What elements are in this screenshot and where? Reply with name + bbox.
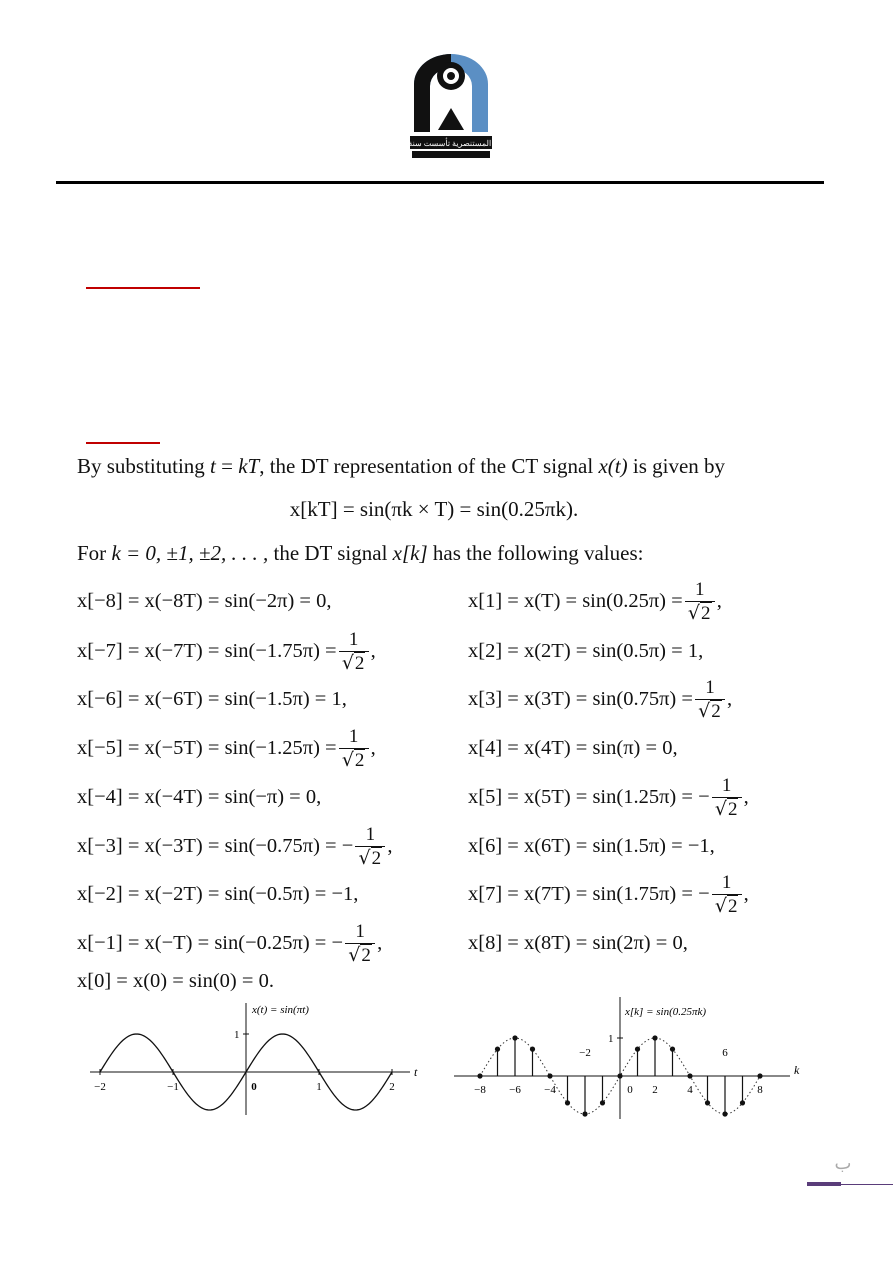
stem-point — [635, 1047, 640, 1052]
intro-xt: x(t) — [598, 454, 628, 478]
frac-den: √2 — [714, 797, 738, 820]
eq-text: x[−7] = x(−7T) = sin(−1.75π) = — [77, 640, 337, 662]
x-tick-label: −1 — [167, 1081, 179, 1093]
equation-left-5 — [77, 823, 392, 869]
equation-right-4 — [468, 774, 749, 820]
fraction — [712, 776, 742, 819]
eq-text: x[2] = x(2T) = sin(0.5π) = 1, — [468, 640, 704, 662]
x-tick-label: −8 — [474, 1084, 486, 1096]
x-tick-label: −6 — [509, 1084, 521, 1096]
frac-den: √2 — [358, 846, 382, 869]
equation-right-6 — [468, 871, 749, 917]
eq-tail: , — [743, 786, 749, 808]
x-tick-label: −2 — [94, 1081, 106, 1093]
eq-text: x[−6] = x(−6T) = sin(−1.5π) = 1, — [77, 688, 347, 710]
logo-emblem-icon — [384, 52, 518, 160]
page-mark-text: ب — [834, 1153, 852, 1173]
x-tick-label: 2 — [652, 1084, 658, 1096]
stem-point — [670, 1047, 675, 1052]
equation-left-3 — [77, 725, 376, 771]
stem-point — [617, 1073, 622, 1078]
eq-tail: , — [370, 737, 376, 759]
for-line — [77, 541, 643, 566]
fraction — [339, 727, 369, 770]
for-text-1: For — [77, 541, 112, 565]
for-kvals: k = 0, ±1, ±2, . . . , — [111, 541, 269, 565]
frac-den-arg: 2 — [371, 847, 382, 869]
y-tick-label: 1 — [234, 1029, 240, 1041]
frac-den: √2 — [698, 699, 721, 722]
ct-signal-plot — [80, 995, 420, 1125]
eq-tail: , — [370, 640, 376, 662]
fraction — [685, 580, 715, 623]
x-tick-label: 2 — [389, 1081, 395, 1093]
equation-left-7 — [77, 920, 382, 966]
frac-num: 1 — [694, 578, 705, 600]
equation-left-1 — [77, 628, 376, 674]
eq-text: x[−4] = x(−4T) = sin(−π) = 0, — [77, 786, 322, 808]
x-tick-label: 0 — [627, 1084, 633, 1096]
dt-signal-chart — [450, 995, 810, 1125]
for-xk: x[k] — [392, 541, 428, 565]
stem-point — [722, 1111, 727, 1116]
equation-x0: x[0] = x(0) = sin(0) = 0. — [77, 970, 274, 992]
eq-tail: , — [377, 932, 383, 954]
frac-den-arg: 2 — [354, 652, 365, 674]
intro-paragraph — [77, 454, 725, 479]
frac-num: 1 — [355, 920, 365, 942]
stem-point — [530, 1047, 535, 1052]
red-underline-1 — [86, 287, 200, 289]
eq-text: x[−2] = x(−2T) = sin(−0.5π) = −1, — [77, 883, 359, 905]
stem-point — [512, 1035, 517, 1040]
intro-eq-sign: = — [215, 454, 239, 478]
x-tick-label: 6 — [722, 1047, 728, 1059]
equation-right-2 — [468, 676, 732, 722]
eq-text: x[4] = x(4T) = sin(π) = 0, — [468, 737, 678, 759]
page-number-icon — [828, 1152, 858, 1174]
frac-num: 1 — [705, 676, 715, 698]
footer-line — [841, 1184, 893, 1185]
university-logo — [384, 52, 518, 160]
intro-text-1: By substituting — [77, 454, 211, 478]
x-axis-label: k — [794, 1063, 800, 1077]
eq-text: x[1] = x(T) = sin(0.25π) = — [468, 590, 683, 612]
eq-tail: , — [716, 590, 722, 612]
eq-text: x[−1] = x(−T) = sin(−0.25π) = − — [77, 932, 344, 954]
eq-text: x[8] = x(8T) = sin(2π) = 0, — [468, 932, 688, 954]
stem-point — [477, 1073, 482, 1078]
frac-den-arg: 2 — [361, 944, 371, 966]
header-rule — [56, 181, 824, 184]
equation-right-3 — [468, 725, 678, 771]
stem-point — [687, 1073, 692, 1078]
eq-text: x[−8] = x(−8T) = sin(−2π) = 0, — [77, 590, 332, 612]
frac-den-arg: 2 — [727, 895, 738, 917]
fraction — [339, 630, 369, 673]
equation-right-7 — [468, 920, 688, 966]
stem-point — [600, 1100, 605, 1105]
frac-num: 1 — [721, 774, 732, 796]
chart-title: x[k] = sin(0.25πk) — [625, 1006, 707, 1018]
equation-right-1 — [468, 628, 703, 674]
y-tick-label: 1 — [608, 1033, 614, 1045]
fraction — [695, 678, 725, 721]
logo-book-icon — [438, 108, 464, 130]
dt-signal-plot — [450, 995, 810, 1125]
stem-point — [547, 1073, 552, 1078]
frac-num: 1 — [348, 628, 359, 650]
x-axis-label: t — [414, 1065, 418, 1079]
for-text-3: has the following values: — [427, 541, 644, 565]
frac-num: 1 — [348, 725, 359, 747]
x-tick-label: −4 — [544, 1084, 556, 1096]
stem-point — [652, 1035, 657, 1040]
intro-text-3: is given by — [627, 454, 726, 478]
equation-right-0 — [468, 578, 722, 624]
eq-text: x[5] = x(5T) = sin(1.25π) = − — [468, 786, 710, 808]
eq-text: x[7] = x(7T) = sin(1.75π) = − — [468, 883, 710, 905]
x-tick-label: −2 — [579, 1047, 591, 1059]
stem-point — [582, 1111, 587, 1116]
x-tick-label: 1 — [316, 1081, 322, 1093]
stem-point — [705, 1100, 710, 1105]
fraction — [345, 922, 375, 965]
equation-left-2 — [77, 676, 347, 722]
stem-point — [495, 1047, 500, 1052]
stem-point — [740, 1100, 745, 1105]
stem-point — [757, 1073, 762, 1078]
eq-tail: , — [743, 883, 749, 905]
intro-var-t: t — [210, 454, 216, 478]
page-mark — [828, 1152, 858, 1174]
frac-den: √2 — [341, 748, 365, 771]
intro-kT: kT — [238, 454, 260, 478]
frac-den: √2 — [348, 943, 371, 966]
eq-tail: , — [726, 688, 733, 710]
footer-bar — [807, 1182, 841, 1186]
eq-text: x[−5] = x(−5T) = sin(−1.25π) = — [77, 737, 337, 759]
frac-num: 1 — [365, 823, 376, 845]
red-underline-2 — [86, 442, 160, 444]
x-tick-label: 8 — [757, 1084, 763, 1096]
for-text-2: the DT signal — [268, 541, 393, 565]
frac-den-arg: 2 — [727, 798, 738, 820]
equation-left-4 — [77, 774, 321, 820]
equation-left-0 — [77, 578, 332, 624]
stem-point — [565, 1100, 570, 1105]
eq-text: x[−3] = x(−3T) = sin(−0.75π) = − — [77, 835, 354, 857]
logo-text: الجامعة المستنصرية تأسست سنة ١٩٦٣م — [384, 139, 518, 148]
x-tick-label: 0 — [251, 1081, 257, 1093]
equation-right-5 — [468, 823, 715, 869]
frac-num: 1 — [721, 871, 732, 893]
ct-signal-chart — [80, 995, 420, 1125]
frac-den-arg: 2 — [701, 602, 711, 624]
fraction — [712, 873, 742, 916]
frac-den: √2 — [714, 894, 738, 917]
eq-text: x[3] = x(3T) = sin(0.75π) = — [468, 688, 693, 710]
x-tick-label: 4 — [687, 1084, 693, 1096]
frac-den-arg: 2 — [354, 749, 365, 771]
eq-tail: , — [387, 835, 393, 857]
intro-text-2: , the DT representation of the CT signal — [259, 454, 599, 478]
fraction — [355, 825, 385, 868]
eq-text: x[6] = x(6T) = sin(1.5π) = −1, — [468, 835, 715, 857]
center-equation: x[kT] = sin(πk × T) = sin(0.25πk). — [289, 497, 579, 521]
chart-title: x(t) = sin(πt) — [252, 1004, 309, 1016]
frac-den: √2 — [687, 601, 711, 624]
frac-den: √2 — [341, 651, 365, 674]
frac-den-arg: 2 — [711, 700, 721, 722]
equation-left-6 — [77, 871, 358, 917]
